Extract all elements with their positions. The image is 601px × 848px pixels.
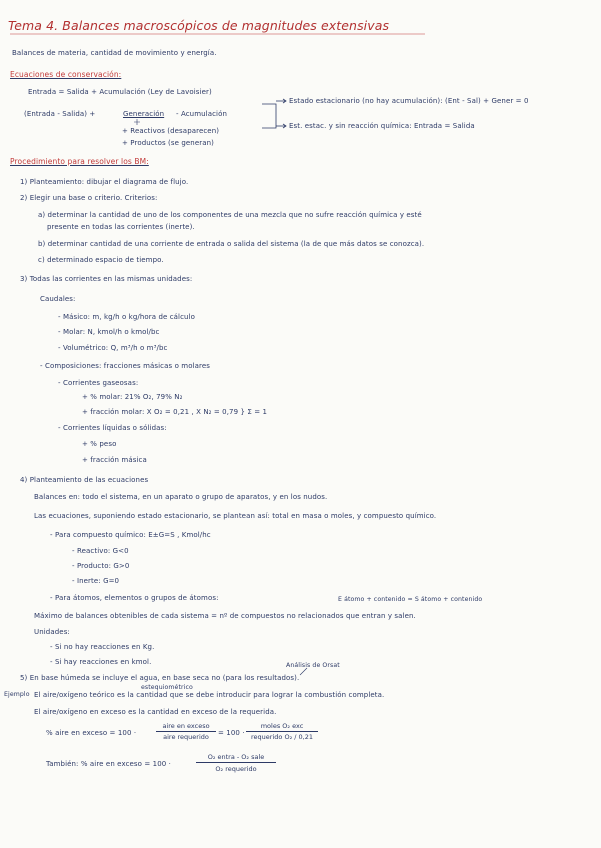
compuesto-quimico: - Para compuesto químico: E±G=S , Kmol/hc xyxy=(50,531,211,539)
bracket-line xyxy=(262,104,276,128)
formula-exceso-lead: % aire en exceso = 100 · xyxy=(46,729,137,737)
plus-mark xyxy=(134,119,140,125)
step-4: 4) Planteamiento de las ecuaciones xyxy=(20,476,149,484)
corrientes-gaseosas: - Corrientes gaseosas: xyxy=(58,379,139,387)
step-2a-line2: presente en todas las corrientes (inerte). xyxy=(47,223,195,231)
aire-teorico: El aire/oxígeno teórico es la cantidad que se debe introducir para lograr la combustión completa. xyxy=(34,691,385,699)
unidades-con-reaccion: - Si hay reacciones en kmol. xyxy=(50,658,152,666)
procedimiento-heading: Procedimiento para resolver los BM: xyxy=(10,157,149,166)
formula1-num: aire en exceso xyxy=(162,722,210,730)
eq-sin-reaccion: Est. estac. y sin reacción química: Entrada = Salida xyxy=(289,122,475,130)
caudal-masico: - Másico: m, kg/h o kg/hora de cálculo xyxy=(58,313,196,321)
formula3-den: O₂ requerido xyxy=(215,765,257,773)
step-3: 3) Todas las corrientes en las mismas unidades: xyxy=(20,275,193,283)
caudal-molar: - Molar: N, kmol/h o kmol/bc xyxy=(58,328,160,336)
annotation-orsat: Análisis de Orsat xyxy=(286,662,340,669)
annotation-estequiometrico: estequiométrico xyxy=(141,684,193,691)
caudales-label: Caudales: xyxy=(40,295,76,303)
gas-molar-pct: + % molar: 21% O₂, 79% N₂ xyxy=(82,393,183,401)
aire-exceso: El aire/oxígeno en exceso es la cantidad en exceso de la requerida. xyxy=(34,708,277,716)
eq-reactivos: + Reactivos (desaparecen) xyxy=(122,127,220,135)
intro-line: Balances de materia, cantidad de movimiento y energía. xyxy=(12,49,217,57)
eq-estacionario: Estado estacionario (no hay acumulación): (Ent - Sal) + Gener = 0 xyxy=(289,97,529,105)
unidades-sin-reaccion: - Si no hay reacciones en Kg. xyxy=(50,643,155,651)
liq-fraccion-masica: + fracción másica xyxy=(82,456,147,464)
step-2c: c) determinado espacio de tiempo. xyxy=(38,256,164,264)
atomos-line: - Para átomos, elementos o grupos de átomos: xyxy=(50,594,219,602)
step-5: 5) En base húmeda se incluye el agua, en base seca no (para los resultados). xyxy=(20,674,300,682)
step-2: 2) Elegir una base o criterio. Criterios: xyxy=(20,194,158,202)
liq-peso: + % peso xyxy=(82,440,117,448)
tipo-producto: - Producto: G>0 xyxy=(72,562,130,570)
formula3-num: O₂ entra - O₂ sale xyxy=(207,753,265,761)
gas-fraccion-molar: + fracción molar: X O₂ = 0,21 , X N₂ = 0,79 } Σ = 1 xyxy=(82,408,268,416)
formula2-bar xyxy=(246,731,318,732)
formula-exceso-mid: = 100 · xyxy=(218,729,245,737)
formula2-den: requerido O₂ / 0,21 xyxy=(251,733,313,741)
page-title: Tema 4. Balances macroscópicos de magnitudes extensivas xyxy=(8,18,390,33)
step-2a-line1: a) determinar la cantidad de uno de los componentes de una mezcla que no sufre reacción química y esté xyxy=(38,211,422,219)
unidades-label: Unidades: xyxy=(34,628,70,636)
formula-tambien-lead: También: % aire en exceso = 100 · xyxy=(46,760,171,768)
balances-line2: Las ecuaciones, suponiendo estado estacionario, se plantean así: total en masa o moles, y compuesto químico. xyxy=(34,512,437,520)
maximo-balances: Máximo de balances obtenibles de cada sistema = nº de compuestos no relacionados que entran y salen. xyxy=(34,612,416,620)
eq-acumulacion: - Acumulación xyxy=(176,110,228,118)
caudal-volumetrico: - Volumétrico: Q, m³/h o m³/bc xyxy=(58,344,168,352)
eq-left: (Entrada - Salida) + xyxy=(24,110,96,118)
tipo-reactivo: - Reactivo: G<0 xyxy=(72,547,129,555)
formula2-num: moles O₂ exc xyxy=(260,722,304,730)
eq-productos: + Productos (se generan) xyxy=(122,139,214,147)
step-2b: b) determinar cantidad de una corriente de entrada o salida del sistema (la de que más datos se conozca). xyxy=(38,240,425,248)
formula1-bar xyxy=(156,731,216,732)
margin-note: Ejemplo xyxy=(4,691,30,698)
atomos-ecuacion: E átomo + contenido = S átomo + contenido xyxy=(338,596,483,603)
tipo-inerte: - Inerte: G=0 xyxy=(72,577,120,585)
ecuaciones-heading: Ecuaciones de conservación: xyxy=(10,70,122,79)
balances-line1: Balances en: todo el sistema, en un aparato o grupo de aparatos, y en los nudos. xyxy=(34,493,328,501)
corrientes-liquidas: - Corrientes líquidas o sólidas: xyxy=(58,424,167,432)
formula3-bar xyxy=(196,762,276,763)
formula1-den: aire requerido xyxy=(163,733,209,741)
eq-generacion: Generación xyxy=(123,110,165,118)
eq-lavoisier: Entrada = Salida + Acumulación (Ley de Lavoisier) xyxy=(28,88,212,96)
step-1: 1) Planteamiento: dibujar el diagrama de flujo. xyxy=(20,178,189,186)
composiciones-label: - Composiciones: fracciones másicas o molares xyxy=(40,362,211,370)
